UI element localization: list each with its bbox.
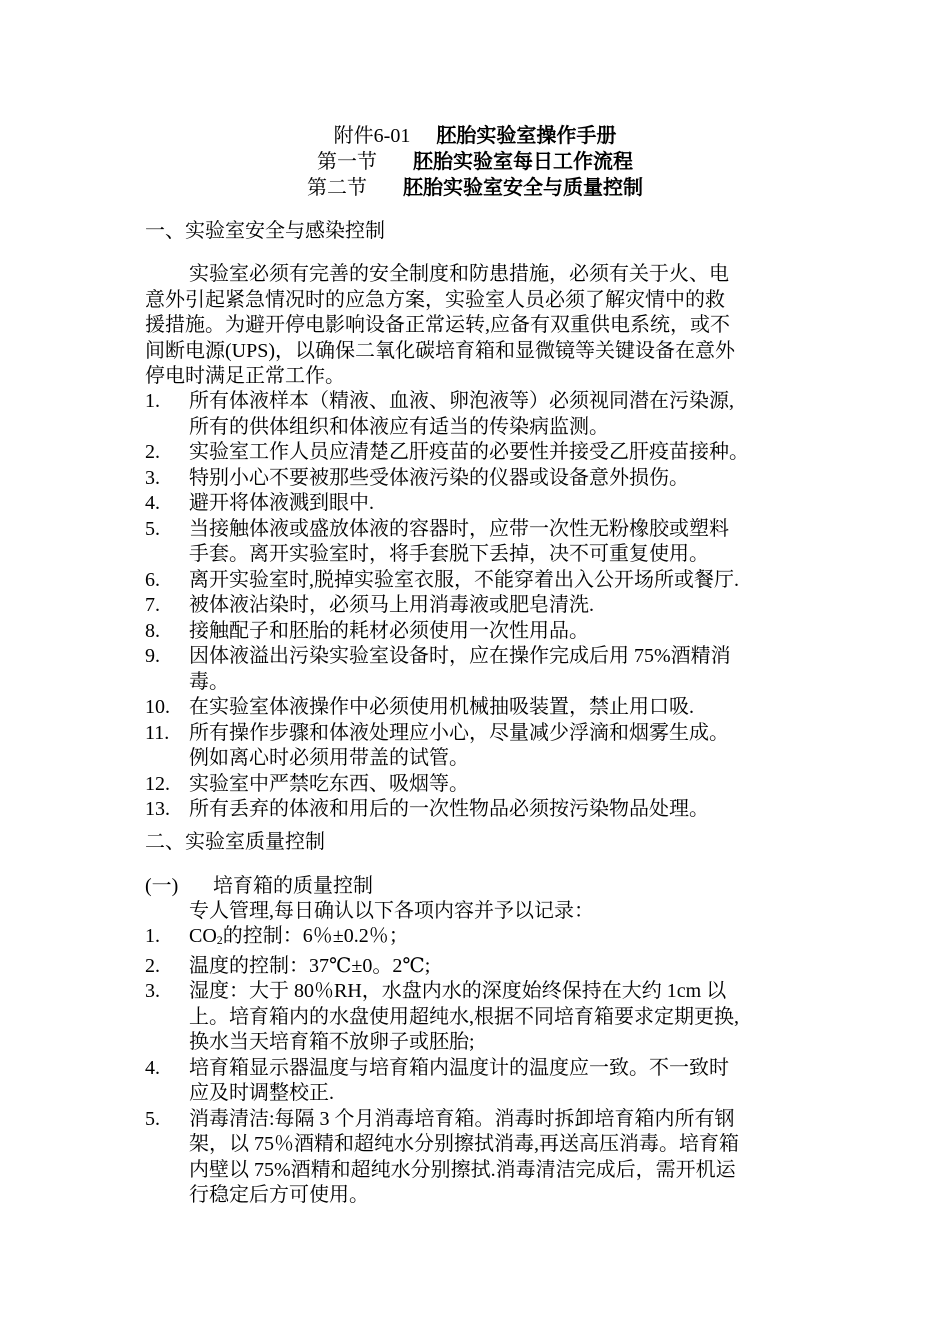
item-text: 例如离心时必须用带盖的试管。 bbox=[189, 747, 469, 769]
item-number: 4. bbox=[145, 1056, 160, 1079]
item-number: 5. bbox=[145, 517, 160, 540]
item-number: 1. bbox=[145, 390, 160, 412]
item-number: 3. bbox=[145, 980, 160, 1002]
item-text: 因体液溢出污染实验室设备时，应在操作完成后用 75%酒精消 bbox=[189, 645, 731, 667]
item-text: 避开将体液溅到眼中. bbox=[189, 492, 374, 514]
item-text: 架，以 75％酒精和超纯水分别擦拭消毒,再送高压消毒。培育箱 bbox=[189, 1133, 739, 1155]
item-number: 2. bbox=[145, 954, 160, 977]
co2-subscript: 2 bbox=[216, 933, 223, 947]
incubator-control-list bbox=[145, 924, 825, 1209]
section-heading-safety: 一、实验室安全与感染控制 bbox=[145, 220, 385, 242]
item-text: 所有丢弃的体液和用后的一次性物品必须按污染物品处理。 bbox=[189, 798, 709, 820]
item-number: 6. bbox=[145, 568, 160, 591]
item-text: 行稳定后方可使用。 bbox=[189, 1184, 369, 1206]
header-line-3 bbox=[0, 175, 950, 201]
section-label-2: 第二节 bbox=[307, 177, 367, 199]
co2-prefix: CO bbox=[189, 925, 217, 947]
item-number: 1. bbox=[145, 925, 160, 947]
subsection-title: 培育箱的质量控制 bbox=[213, 875, 373, 897]
header-line-1 bbox=[0, 123, 950, 149]
item-text: 被体液沾染时，必须马上用消毒液或肥皂清洗. bbox=[189, 594, 594, 616]
safety-rules-list bbox=[145, 389, 825, 823]
paragraph-line: 停电时满足正常工作。 bbox=[145, 365, 345, 387]
paragraph-line: 援措施。为避开停电影响设备正常运转,应备有双重供电系统，或不 bbox=[145, 314, 730, 336]
item-number: 4. bbox=[145, 492, 160, 514]
list-item bbox=[145, 466, 825, 492]
item-text: 应及时调整校正. bbox=[189, 1082, 334, 1104]
list-item bbox=[145, 954, 825, 980]
item-number: 9. bbox=[145, 645, 160, 667]
list-item bbox=[145, 924, 825, 954]
list-item bbox=[145, 593, 825, 619]
list-item bbox=[145, 619, 825, 645]
paragraph-line: 实验室必须有完善的安全制度和防患措施，必须有关于火、电 bbox=[189, 263, 729, 285]
list-item bbox=[145, 797, 825, 823]
item-number: 5. bbox=[145, 1107, 160, 1130]
item-text: 特别小心不要被那些受体液污染的仪器或设备意外损伤。 bbox=[189, 466, 689, 489]
list-item bbox=[145, 772, 825, 798]
item-text: 湿度：大于 80％RH，水盘内水的深度始终保持在大约 1cm 以 bbox=[189, 980, 727, 1002]
manual-title: 胚胎实验室操作手册 bbox=[436, 125, 617, 147]
section-heading-quality: 二、实验室质量控制 bbox=[145, 831, 325, 853]
intro-paragraph bbox=[145, 262, 813, 390]
list-item bbox=[145, 1056, 825, 1107]
item-text: 当接触体液或盛放体液的容器时，应带一次性无粉橡胶或塑料 bbox=[189, 517, 729, 540]
item-text bbox=[189, 924, 825, 954]
item-text: 所有体液样本（精液、血液、卵泡液等）必须视同潜在污染源, bbox=[189, 390, 734, 412]
item-number: 2. bbox=[145, 441, 160, 463]
item-text: 离开实验室时,脱掉实验室衣服，不能穿着出入公开场所或餐厅. bbox=[189, 568, 739, 591]
item-text: 所有操作步骤和体液处理应小心，尽量减少浮滴和烟雾生成。 bbox=[189, 721, 729, 744]
list-item bbox=[145, 1107, 825, 1209]
item-text: 手套。离开实验室时，将手套脱下丢掉，决不可重复使用。 bbox=[189, 543, 709, 565]
item-text: 实验室工作人员应清楚乙肝疫苗的必要性并接受乙肝疫苗接种。 bbox=[189, 441, 749, 463]
item-text: 内壁以 75%酒精和超纯水分别擦拭.消毒清洁完成后，需开机运 bbox=[189, 1158, 736, 1181]
list-item bbox=[145, 491, 825, 517]
item-text: 消毒清洁:每隔 3 个月消毒培育箱。消毒时拆卸培育箱内所有钢 bbox=[189, 1107, 735, 1130]
item-text: 所有的供体组织和体液应有适当的传染病监测。 bbox=[189, 415, 609, 438]
subsection-intro: 专人管理,每日确认以下各项内容并予以记录： bbox=[189, 900, 594, 922]
list-item bbox=[145, 568, 825, 594]
appendix-label: 附件6-01 bbox=[333, 125, 411, 147]
item-text: 温度的控制：37℃±0。2℃; bbox=[189, 954, 431, 977]
list-item bbox=[145, 979, 825, 1056]
item-text: 毒。 bbox=[189, 670, 229, 693]
item-text: 接触配子和胚胎的耗材必须使用一次性用品。 bbox=[189, 619, 589, 642]
subsection-heading-incubator bbox=[145, 873, 373, 899]
list-item bbox=[145, 695, 825, 721]
header-line-2 bbox=[0, 149, 950, 175]
item-number: 10. bbox=[145, 696, 170, 718]
item-text: 实验室中严禁吃东西、吸烟等。 bbox=[189, 772, 469, 795]
item-number: 12. bbox=[145, 772, 170, 795]
list-item bbox=[145, 389, 825, 440]
list-item bbox=[145, 721, 825, 772]
item-number: 8. bbox=[145, 619, 160, 642]
item-number: 13. bbox=[145, 798, 170, 820]
item-text: 换水当天培育箱不放卵子或胚胎; bbox=[189, 1031, 475, 1053]
section-title-2: 胚胎实验室安全与质量控制 bbox=[403, 177, 643, 199]
item-text: 上。培育箱内的水盘使用超纯水,根据不同培育箱要求定期更换, bbox=[189, 1005, 739, 1028]
paragraph-line: 间断电源(UPS)，以确保二氧化碳培育箱和显微镜等关键设备在意外 bbox=[145, 339, 736, 362]
item-text: 培育箱显示器温度与培育箱内温度计的温度应一致。不一致时 bbox=[189, 1056, 729, 1079]
section-title-1: 胚胎实验室每日工作流程 bbox=[413, 151, 633, 173]
item-text: 在实验室体液操作中必须使用机械抽吸装置，禁止用口吸. bbox=[189, 696, 694, 718]
section-label-1: 第一节 bbox=[317, 151, 377, 173]
list-item bbox=[145, 644, 825, 695]
list-item bbox=[145, 440, 825, 466]
subsection-number: (一) bbox=[145, 875, 179, 897]
item-number: 11. bbox=[145, 721, 170, 744]
list-item bbox=[145, 517, 825, 568]
co2-rest: 的控制：6％±0.2％； bbox=[222, 925, 409, 947]
item-number: 3. bbox=[145, 466, 160, 489]
item-number: 7. bbox=[145, 594, 160, 616]
paragraph-line: 意外引起紧急情况时的应急方案，实验室人员必须了解灾情中的救 bbox=[145, 288, 725, 311]
